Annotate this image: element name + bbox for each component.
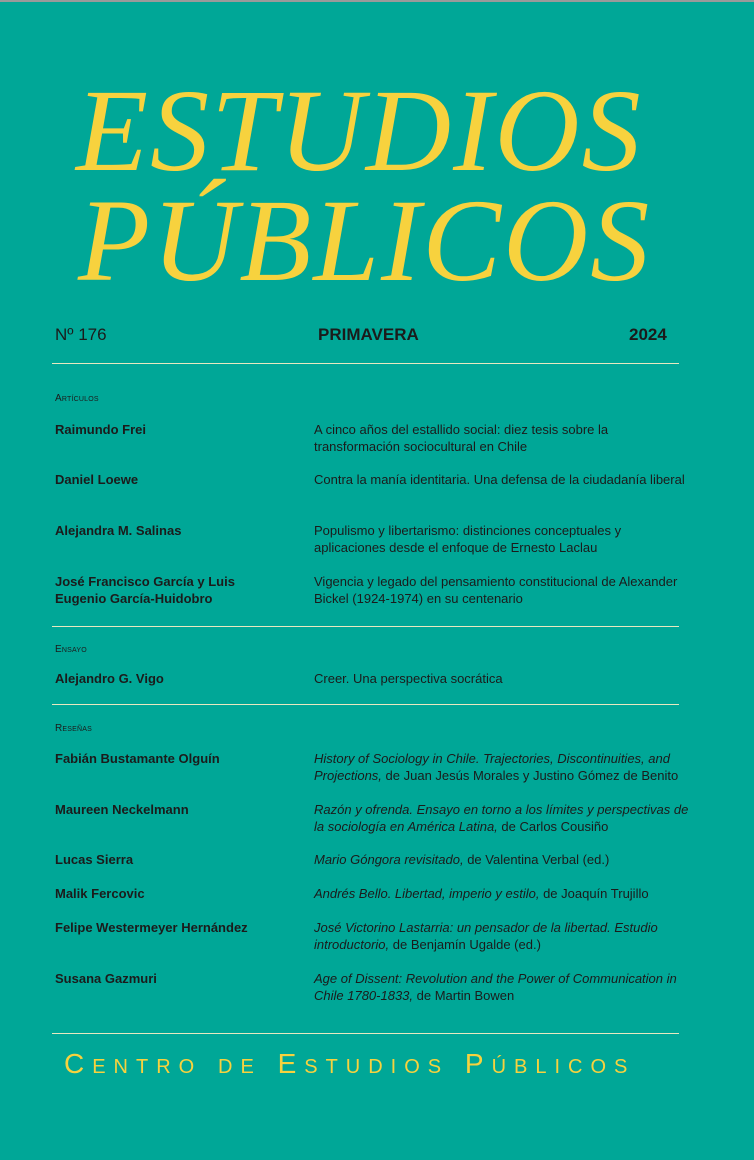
entry-author: Susana Gazmuri bbox=[55, 971, 157, 986]
book-authors: de Valentina Verbal (ed.) bbox=[463, 852, 610, 867]
entry-title bbox=[314, 970, 689, 1004]
entry-author: Daniel Loewe bbox=[55, 472, 139, 487]
divider bbox=[52, 363, 679, 364]
divider bbox=[52, 704, 679, 705]
entry-title bbox=[314, 851, 689, 868]
divider bbox=[52, 626, 679, 627]
book-authors: de Juan Jesús Morales y Justino Gómez de Benito bbox=[381, 768, 679, 783]
section-label-resenas: Reseñas bbox=[55, 723, 93, 734]
publisher-name: Centro de Estudios Públicos bbox=[64, 1048, 636, 1079]
entry-author: José Francisco García y Luis Eugenio García-Huidobro bbox=[55, 574, 235, 606]
entry-author: Lucas Sierra bbox=[55, 852, 134, 867]
entry-title: A cinco años del estallido social: diez tesis sobre la transformación sociocultural en Chile bbox=[314, 422, 609, 454]
entry-title: Populismo y libertarismo: distinciones conceptuales y aplicaciones desde el enfoque de Ernesto Laclau bbox=[314, 523, 622, 555]
book-authors: de Carlos Cousiño bbox=[497, 819, 609, 834]
entry-author: Felipe Westermeyer Hernández bbox=[55, 920, 248, 935]
book-title: History of Sociology in Chile. Trajectories, Discontinuities, and Projections, bbox=[314, 751, 670, 783]
book-authors: de Benjamín Ugalde (ed.) bbox=[389, 937, 541, 952]
entry-author: Alejandro G. Vigo bbox=[55, 671, 164, 686]
issue-year: 2024 bbox=[629, 325, 667, 344]
divider bbox=[52, 1033, 679, 1034]
book-authors: de Joaquín Trujillo bbox=[539, 886, 649, 901]
book-title: Mario Góngora revisitado, bbox=[314, 852, 464, 867]
entry-author: Raimundo Frei bbox=[55, 422, 147, 437]
section-label-ensayo: Ensayo bbox=[55, 644, 87, 655]
entry-author: Alejandra M. Salinas bbox=[55, 523, 182, 538]
journal-title-line2: PÚBLICOS bbox=[78, 175, 652, 306]
entry-author: Maureen Neckelmann bbox=[55, 802, 189, 817]
issue-season: PRIMAVERA bbox=[318, 325, 419, 344]
entry-title bbox=[314, 919, 689, 953]
entry-title: Creer. Una perspectiva socrática bbox=[314, 671, 503, 686]
entry-title bbox=[314, 750, 689, 784]
entry-author: Fabián Bustamante Olguín bbox=[55, 751, 220, 766]
book-title: José Victorino Lastarria: un pensador de la libertad. Estudio introductorio, bbox=[314, 920, 658, 952]
entry-title bbox=[314, 885, 689, 902]
book-title: Razón y ofrenda. Ensayo en torno a los límites y perspectivas de la sociología en América Latina, bbox=[314, 802, 689, 834]
book-title: Age of Dissent: Revolution and the Power of Communication in Chile 1780-1833, bbox=[314, 971, 677, 1003]
entry-title bbox=[314, 801, 689, 835]
section-label-articulos: Artículos bbox=[55, 393, 99, 404]
entry-title: Contra la manía identitaria. Una defensa de la ciudadanía liberal bbox=[314, 472, 685, 487]
book-authors: de Martin Bowen bbox=[413, 988, 515, 1003]
entry-title: Vigencia y legado del pensamiento constitucional de Alexander Bickel (1924-1974) en su centenario bbox=[314, 574, 678, 606]
book-title: Andrés Bello. Libertad, imperio y estilo, bbox=[314, 886, 540, 901]
journal-title-line1: ESTUDIOS bbox=[76, 65, 643, 196]
entry-author: Malik Fercovic bbox=[55, 886, 145, 901]
issue-number: Nº 176 bbox=[55, 325, 107, 344]
